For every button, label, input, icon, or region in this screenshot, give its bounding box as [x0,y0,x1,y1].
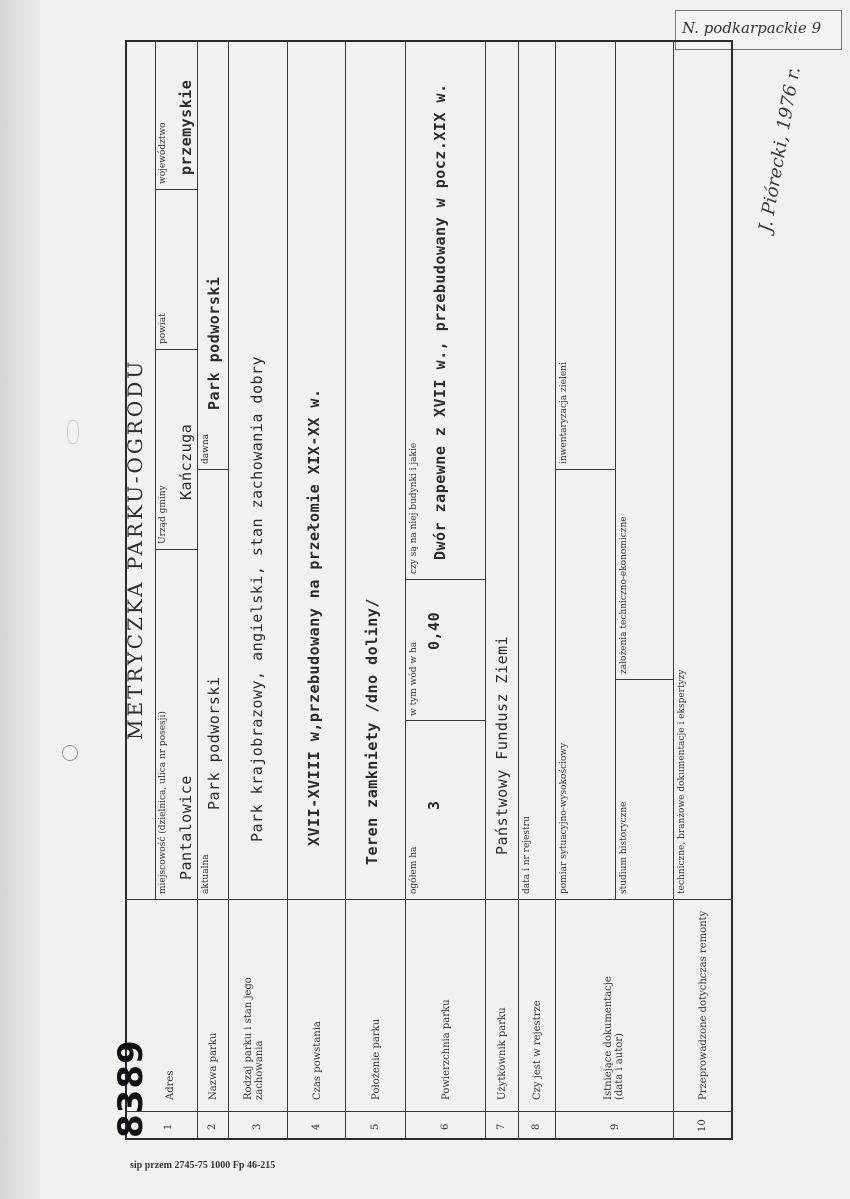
row-label-documents: Istniejące dokumentacje (data i autor) [603,976,625,1100]
row-rule-7 [518,40,519,1140]
row-number-3: 3 [252,1123,263,1130]
type-state-value: Park krajobrazowy, angielski, stan zachowania dobry [248,355,266,842]
row-number-5: 5 [370,1123,381,1130]
row-number-9: 9 [610,1123,621,1130]
name-former-label: dawna [201,434,211,464]
row-number-7: 7 [496,1123,507,1130]
row-number-2: 2 [207,1123,218,1130]
punch-hole-mark [67,420,79,444]
docs-survey-label: pomiar sytuacyjno-wysokościowy [559,742,569,894]
park-record-form [111,40,733,1140]
creation-value: XVII-XVIII w,przebudowany na przełomie XIX-XX w. [305,388,323,846]
area-buildings-label: czy są na niej budynki i jakie [409,442,419,574]
row-rule-8 [555,40,556,1140]
row-label-location: Położenie parku [371,1018,382,1100]
docs-divider-1 [555,469,615,470]
row-rule-9 [673,40,674,1140]
docs-rule [615,40,616,900]
county-label: powiat [158,313,168,344]
region-note-text: N. podkarpackie 9 [682,19,822,37]
row-rule-3 [287,40,288,1140]
punch-hole [62,745,78,761]
row-label-area: Powierzchnia parku [441,999,452,1100]
area-buildings-value: Dwór zapewne z XVII w., przebudowany w pocz.XIX w. [431,83,449,560]
docs-technical-label: techniczne, branżowe dokumentacje i ekspertyzy [677,669,687,894]
docs-tech-econ-label: założenia techniczno-ekonomiczne [619,516,629,674]
form-border-left [125,1138,733,1140]
row-label-creation: Czas powstania [312,1021,323,1100]
address-divider-2 [155,349,197,350]
form-title: METRYCZKA PARKU-OGRODU [123,358,147,740]
register-date-label: data i nr rejestru [522,816,532,894]
label-column-rule [125,899,733,900]
commune-label: Urząd gminy [158,485,168,544]
name-current-value: Park podworski [205,676,223,810]
row-label-register: Czy jest w rejestrze [532,1000,543,1100]
row-rule-2 [228,40,229,1140]
commune-value: Kańczuga [177,423,195,500]
row-rule-4 [345,40,346,1140]
address-divider-1 [155,549,197,550]
row-label-name: Nazwa parku [208,1032,219,1100]
area-divider-1 [405,720,485,721]
voivodeship-value: przemyskie [177,79,195,175]
number-column-rule [125,1111,733,1112]
row-number-10: 10 [697,1119,708,1132]
row-number-4: 4 [311,1123,322,1130]
row-label-address: Adres [165,1070,176,1100]
locality-label: miejscowość (dzielnica, ulica nr posesji) [158,711,168,894]
row-rule-1 [197,40,198,1140]
area-divider-2 [405,579,485,580]
docs-history-label: studium historyczne [619,801,629,894]
row-number-6: 6 [440,1123,451,1130]
signature: J. Piórecki, 1976 r. [755,65,805,234]
docs-inventory-label: inwentaryzacja zieleni [559,362,569,464]
row-label-repairs: Przeprowadzone dotychczas remonty [698,910,709,1100]
title-rule [155,40,156,900]
name-current-label: aktualna [201,854,211,894]
row-number-1: 1 [163,1123,174,1130]
name-former-value: Park podworski [205,276,223,410]
area-water-value: 0,40 [425,611,443,650]
binder-edge [0,0,41,1199]
row-number-8: 8 [531,1123,542,1130]
printer-imprint: sip przem 2745-75 1000 Fp 46-215 [130,1160,276,1171]
locality-value: Pantalowice [177,775,195,880]
row-label-type: Rodzaj parku i stan jego zachowania [243,977,265,1100]
location-value: Teren zamkniety /dno doliny/ [363,598,381,865]
area-total-label: ogółem ha [409,846,419,894]
area-water-label: w tym wód w ha [409,641,419,716]
form-border-bottom [731,40,733,1140]
row-rule-5 [405,40,406,1140]
voivodeship-label: województwo [158,122,168,184]
address-divider-3 [155,189,197,190]
docs-divider-2 [615,679,673,680]
form-border-right [125,40,733,42]
user-value: Państwowy Fundusz Ziemi [493,635,511,855]
row-label-user: Użytkownik parku [497,1007,508,1100]
row-rule-6 [485,40,486,1140]
area-total-value: 3 [425,800,443,810]
inventory-stamp-number: 8389 [111,1039,151,1138]
name-divider [197,469,228,470]
